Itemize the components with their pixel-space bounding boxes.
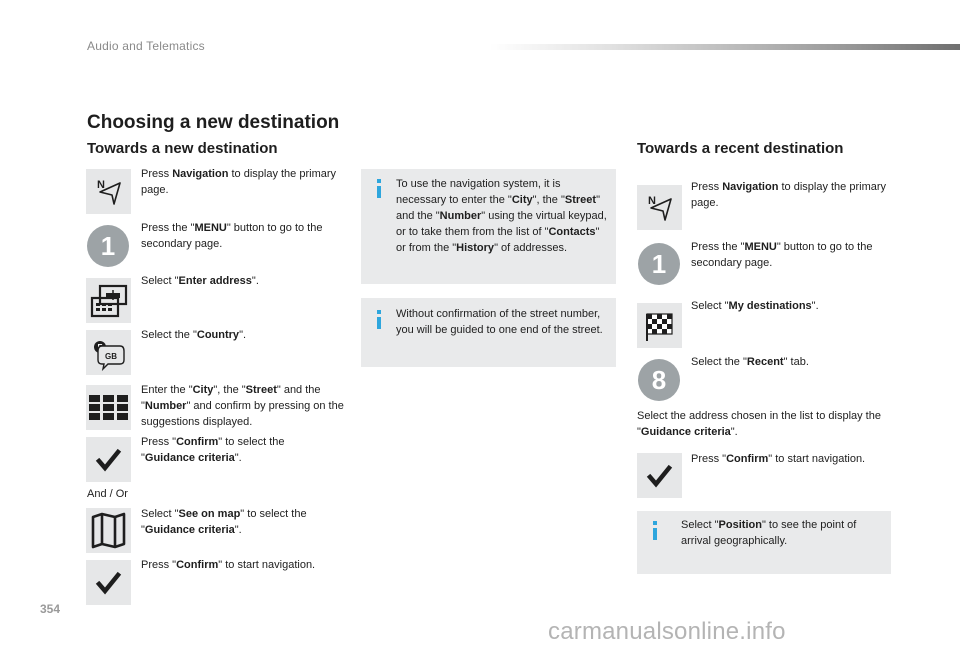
svg-text:1: 1: [100, 231, 116, 261]
step-text-right-4: Select the address chosen in the list to display the "Guidance criteria".: [637, 410, 881, 438]
enter-address-icon: [86, 278, 131, 323]
step-text-left-5: Press "Confirm" to select the "Guidance criteria".: [141, 436, 285, 464]
left-heading: Towards a new destination: [87, 140, 278, 157]
step-text-left-7: Press "Confirm" to start navigation.: [141, 559, 316, 571]
step-text-left-3: Select the "Country".: [141, 329, 247, 341]
svg-text:N: N: [648, 195, 656, 207]
checkmark-icon: [86, 560, 131, 605]
header-divider: [490, 44, 960, 50]
page-title: Choosing a new destination: [87, 112, 340, 133]
map-icon: [86, 508, 131, 553]
step-text-right-0: Press Navigation to display the primary page.: [691, 181, 887, 209]
checkmark-icon: [637, 453, 682, 498]
watermark: carmanualsonline.info: [548, 618, 786, 645]
step-text-right-1: Press the "MENU" button to go to the secondary page.: [691, 241, 873, 269]
step-text-left-0: Press Navigation to display the primary page.: [141, 168, 337, 196]
info-icon: [377, 179, 381, 183]
step-text-left-6: Select "See on map" to select the "Guidance criteria".: [141, 508, 307, 536]
and-or-label: And / Or: [87, 488, 128, 500]
country-icon: [86, 330, 131, 375]
info-note-text: Without confirmation of the street number, you will be guided to one end of the street.: [396, 308, 603, 336]
right-heading: Towards a recent destination: [637, 140, 844, 157]
info-note-position: [637, 511, 891, 574]
step-text-left-1: Press the "MENU" button to go to the secondary page.: [141, 222, 323, 250]
step-text-left-2: Select "Enter address".: [141, 275, 259, 287]
navigation-icon: [86, 169, 131, 214]
svg-text:1: 1: [651, 249, 667, 279]
step-text-right-2: Select "My destinations".: [691, 300, 819, 312]
checkered-flag-icon: [637, 303, 682, 348]
info-note-text: To use the navigation system, it is necessary to enter the "City", the "Street" and the "Number" using the virtual keypad, or to take them from the list of "Contacts" or from the "History" of addresses.: [396, 178, 607, 254]
info-note-text: Select "Position" to see the point of arrival geographically.: [681, 519, 857, 547]
svg-text:N: N: [97, 179, 105, 191]
section-title: Audio and Telematics: [87, 39, 205, 53]
checkmark-icon: [86, 437, 131, 482]
step-1-badge: [86, 224, 131, 269]
step-text-right-5: Press "Confirm" to start navigation.: [691, 453, 866, 465]
keypad-icon: [86, 385, 131, 430]
info-icon: [653, 521, 657, 525]
info-note-street: [361, 298, 616, 367]
info-icon: [377, 310, 381, 314]
info-note-keypad: [361, 169, 616, 284]
svg-text:GB: GB: [105, 352, 117, 361]
navigation-icon: [637, 185, 682, 230]
svg-text:8: 8: [651, 365, 667, 395]
step-8-badge: [637, 358, 682, 403]
step-1-badge: [637, 242, 682, 287]
step-text-left-4: Enter the "City", the "Street" and the "Number" and confirm by pressing on the suggestions displayed.: [141, 384, 344, 428]
step-text-right-3: Select the "Recent" tab.: [691, 356, 809, 368]
page-number: 354: [40, 602, 61, 616]
